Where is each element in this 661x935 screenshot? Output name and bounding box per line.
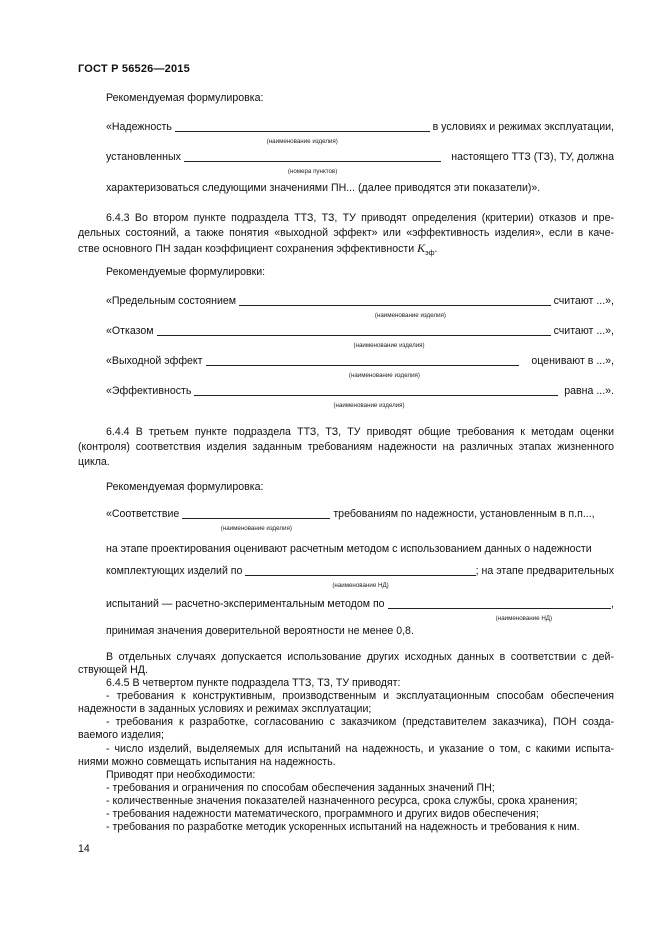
text-line: надежности в заданных условиях и режимах эксплуатации; bbox=[78, 703, 372, 715]
form-line-prefix: установленных bbox=[106, 151, 181, 163]
text-line: ствующей НД. bbox=[78, 664, 148, 676]
text-line: 6.4.4 В третьем пункте подраздела ТТЗ, ТЗ, ТУ приводят общие требования к методам оценки bbox=[106, 426, 614, 438]
document-header: ГОСТ Р 56526—2015 bbox=[78, 63, 190, 75]
blank-field bbox=[239, 305, 550, 319]
field-caption: (наименование НД) bbox=[332, 582, 389, 589]
blank-field bbox=[182, 518, 330, 532]
blank-field bbox=[388, 608, 611, 622]
form-line-suffix: оценивают в ...», bbox=[531, 355, 614, 367]
coefficient-symbol: K bbox=[417, 241, 426, 255]
field-caption: (наименование изделия) bbox=[333, 402, 405, 409]
form-line-prefix: «Предельным состоянием bbox=[106, 295, 237, 307]
form-line-reliability bbox=[106, 121, 614, 145]
blank-field bbox=[175, 131, 430, 145]
form-line-efficiency bbox=[106, 385, 614, 409]
form-line-suffix: в условиях и режимах эксплуатации, bbox=[432, 121, 614, 133]
list-item: - количественные значения показателей назначенного ресурса, срока службы, срока хранения; bbox=[106, 795, 578, 807]
recommended-wordings-label: Рекомендуемые формулировки: bbox=[106, 266, 266, 278]
text-line: стве основного ПН задан коэффициент сохранения эффективности bbox=[78, 243, 415, 255]
field-caption: (наименование изделия) bbox=[266, 138, 338, 145]
form-line-suffix: , bbox=[611, 598, 614, 610]
text-line: на этапе проектирования оценивают расчетным методом с использованием данных о надежности bbox=[106, 543, 592, 555]
field-caption: (наименование изделия) bbox=[374, 312, 446, 319]
blank-field bbox=[206, 365, 520, 379]
text-line: принимая значения доверительной вероятности не менее 0,8. bbox=[106, 625, 414, 637]
field-caption: (наименование НД) bbox=[495, 615, 553, 622]
form-line-suffix: ; на этапе предварительных bbox=[475, 565, 614, 577]
paragraph-6-4-3 bbox=[78, 211, 614, 261]
form-line-limit-state bbox=[106, 295, 614, 319]
coefficient-subscript: эф bbox=[425, 250, 435, 258]
field-caption: (наименование изделия) bbox=[220, 525, 292, 532]
form-line-prefix: «Отказом bbox=[106, 325, 154, 337]
blank-field bbox=[245, 575, 475, 589]
text-line: 6.4.3 Во втором пункте подраздела ТТЗ, ТЗ, ТУ приводят определения (критерии) отказов и пре- bbox=[106, 212, 614, 224]
list-item: - число изделий, выделяемых для испытаний на надежность, и указание о том, с какими испыта- bbox=[106, 743, 614, 755]
text-line: цикла. bbox=[78, 456, 110, 468]
blank-field bbox=[194, 395, 558, 409]
list-item: - требования надежности математического, программного и других видов обеспечения; bbox=[106, 808, 539, 820]
blank-field bbox=[157, 335, 551, 349]
field-caption: (наименование изделия) bbox=[353, 342, 425, 349]
form-line-prefix: «Соответствие bbox=[106, 508, 180, 520]
form-line-prefix: «Эффективность bbox=[106, 385, 192, 397]
form-line-components bbox=[106, 565, 614, 589]
list-item: - требования к конструктивным, производственным и эксплуатационным способам обеспечения bbox=[106, 690, 614, 702]
paragraph-6-4-4 bbox=[78, 425, 614, 470]
text-line: (контроля) соответствия изделия заданным требованиям надежности на различных этапах жизненного bbox=[78, 441, 614, 453]
form-line-suffix: считают ...», bbox=[553, 325, 614, 337]
punctuation: . bbox=[434, 243, 438, 255]
text-line: 6.4.5 В четвертом пункте подраздела ТТЗ, ТЗ, ТУ приводят: bbox=[106, 677, 401, 689]
recommended-wording-label-2: Рекомендуемая формулировка: bbox=[106, 481, 264, 493]
list-item: - требования по разработке методик ускоренных испытаний на надежность и требования к ним. bbox=[106, 821, 580, 833]
form-line-compliance bbox=[106, 508, 614, 532]
text-line: дельных состояний, а также понятия «выходной эффект» или «эффективность изделия», если в каче- bbox=[78, 227, 614, 239]
text-line: ваемого изделия; bbox=[78, 729, 164, 741]
form-line-suffix: считают ...», bbox=[553, 295, 614, 307]
form-line-tests bbox=[106, 598, 614, 622]
form-line-failure bbox=[106, 325, 614, 349]
form-line-suffix: настоящего ТТЗ (ТЗ), ТУ, должна bbox=[451, 151, 614, 163]
form-line-prefix: испытаний — расчетно-экспериментальным методом по bbox=[106, 598, 385, 610]
form-line-prefix: «Выходной эффект bbox=[106, 355, 203, 367]
form-line-suffix: равна ...». bbox=[564, 385, 614, 397]
form-line-established bbox=[106, 151, 614, 175]
form-line-prefix: комплектующих изделий по bbox=[106, 565, 243, 577]
blank-field bbox=[184, 161, 441, 175]
list-item: - требования к разработке, согласованию с заказчиком (представителем заказчика), ПОН созда- bbox=[106, 716, 614, 728]
page-number: 14 bbox=[78, 843, 90, 855]
text-line: Приводят при необходимости: bbox=[106, 769, 256, 781]
list-item: - требования и ограничения по способам обеспечения заданных значений ПН; bbox=[106, 782, 495, 794]
recommended-wording-label: Рекомендуемая формулировка: bbox=[106, 92, 264, 104]
text-line: характеризоваться следующими значениями ПН... (далее приводятся эти показатели)». bbox=[106, 182, 541, 194]
form-line-output-effect bbox=[106, 355, 614, 379]
form-line-prefix: «Надежность bbox=[106, 121, 172, 133]
text-line: ниями можно совмещать испытания на надежность. bbox=[78, 756, 336, 768]
form-line-suffix: требованиям по надежности, установленным в п.п..., bbox=[333, 508, 595, 520]
field-caption: (наименование изделия) bbox=[348, 372, 420, 379]
text-line: В отдельных случаях допускается использование других исходных данных в соответствии с дей- bbox=[106, 651, 614, 663]
field-caption: (номера пунктов) bbox=[287, 168, 338, 175]
